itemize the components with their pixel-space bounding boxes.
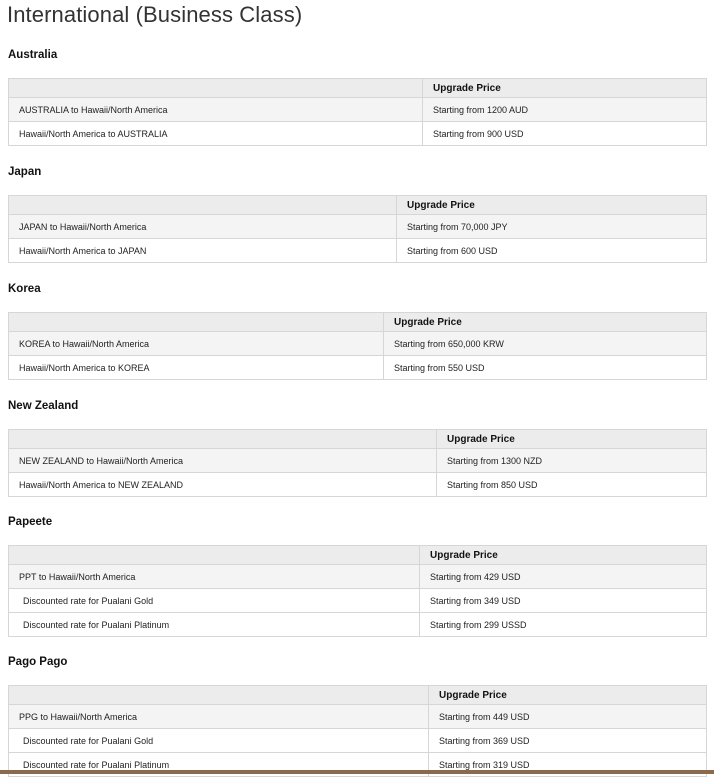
section-title-papeete: Papeete bbox=[8, 516, 53, 528]
route-cell: Hawaii/North America to NEW ZEALAND bbox=[9, 473, 437, 497]
section-title-australia: Australia bbox=[8, 49, 58, 61]
page-title: International (Business Class) bbox=[7, 2, 303, 27]
price-cell: Starting from 600 USD bbox=[397, 239, 707, 263]
table-row bbox=[9, 122, 707, 146]
upgrade-price-header: Upgrade Price bbox=[423, 79, 707, 98]
upgrade-price-header: Upgrade Price bbox=[429, 686, 707, 705]
price-table-pago-pago bbox=[8, 685, 707, 777]
table-row bbox=[9, 332, 707, 356]
table-header-row bbox=[9, 196, 707, 215]
route-header bbox=[9, 686, 429, 705]
price-cell: Starting from 319 USD bbox=[429, 753, 707, 777]
route-header bbox=[9, 196, 397, 215]
section-title-japan: Japan bbox=[8, 166, 42, 178]
section-title-pago-pago: Pago Pago bbox=[8, 656, 68, 668]
price-table-new-zealand bbox=[8, 429, 707, 497]
route-cell: Discounted rate for Pualani Platinum bbox=[9, 613, 420, 637]
table-header-row bbox=[9, 79, 707, 98]
table-row bbox=[9, 589, 707, 613]
price-table-japan bbox=[8, 195, 707, 263]
upgrade-price-header: Upgrade Price bbox=[397, 196, 707, 215]
route-cell: NEW ZEALAND to Hawaii/North America bbox=[9, 449, 437, 473]
section-title-new-zealand: New Zealand bbox=[8, 400, 79, 412]
table-row bbox=[9, 98, 707, 122]
price-cell: Starting from 299 USSD bbox=[420, 613, 707, 637]
table-row bbox=[9, 565, 707, 589]
table-row bbox=[9, 705, 707, 729]
table-header-row bbox=[9, 430, 707, 449]
route-cell: AUSTRALIA to Hawaii/North America bbox=[9, 98, 423, 122]
table-row bbox=[9, 473, 707, 497]
price-cell: Starting from 429 USD bbox=[420, 565, 707, 589]
price-cell: Starting from 70,000 JPY bbox=[397, 215, 707, 239]
price-cell: Starting from 1300 NZD bbox=[437, 449, 707, 473]
upgrade-price-header: Upgrade Price bbox=[437, 430, 707, 449]
table-header-row bbox=[9, 313, 707, 332]
route-cell: JAPAN to Hawaii/North America bbox=[9, 215, 397, 239]
route-cell: Hawaii/North America to JAPAN bbox=[9, 239, 397, 263]
price-table-papeete bbox=[8, 545, 707, 637]
route-cell: Discounted rate for Pualani Gold bbox=[9, 589, 420, 613]
table-header-row bbox=[9, 686, 707, 705]
route-cell: KOREA to Hawaii/North America bbox=[9, 332, 384, 356]
table-row bbox=[9, 449, 707, 473]
bottom-edge-bar bbox=[0, 770, 714, 774]
table-row bbox=[9, 356, 707, 380]
table-row bbox=[9, 613, 707, 637]
price-cell: Starting from 349 USD bbox=[420, 589, 707, 613]
price-cell: Starting from 650,000 KRW bbox=[384, 332, 707, 356]
route-header bbox=[9, 79, 423, 98]
route-cell: Hawaii/North America to KOREA bbox=[9, 356, 384, 380]
table-row bbox=[9, 239, 707, 263]
price-cell: Starting from 850 USD bbox=[437, 473, 707, 497]
route-cell: Discounted rate for Pualani Gold bbox=[9, 729, 429, 753]
table-header-row bbox=[9, 546, 707, 565]
price-cell: Starting from 900 USD bbox=[423, 122, 707, 146]
table-row bbox=[9, 215, 707, 239]
route-cell: PPT to Hawaii/North America bbox=[9, 565, 420, 589]
price-cell: Starting from 449 USD bbox=[429, 705, 707, 729]
route-header bbox=[9, 430, 437, 449]
table-row bbox=[9, 729, 707, 753]
price-table-australia bbox=[8, 78, 707, 146]
price-cell: Starting from 1200 AUD bbox=[423, 98, 707, 122]
price-table-korea bbox=[8, 312, 707, 380]
route-cell: PPG to Hawaii/North America bbox=[9, 705, 429, 729]
route-cell: Discounted rate for Pualani Platinum bbox=[9, 753, 429, 777]
route-cell: Hawaii/North America to AUSTRALIA bbox=[9, 122, 423, 146]
price-cell: Starting from 369 USD bbox=[429, 729, 707, 753]
upgrade-price-header: Upgrade Price bbox=[420, 546, 707, 565]
route-header bbox=[9, 546, 420, 565]
route-header bbox=[9, 313, 384, 332]
section-title-korea: Korea bbox=[8, 283, 41, 295]
price-cell: Starting from 550 USD bbox=[384, 356, 707, 380]
upgrade-price-header: Upgrade Price bbox=[384, 313, 707, 332]
